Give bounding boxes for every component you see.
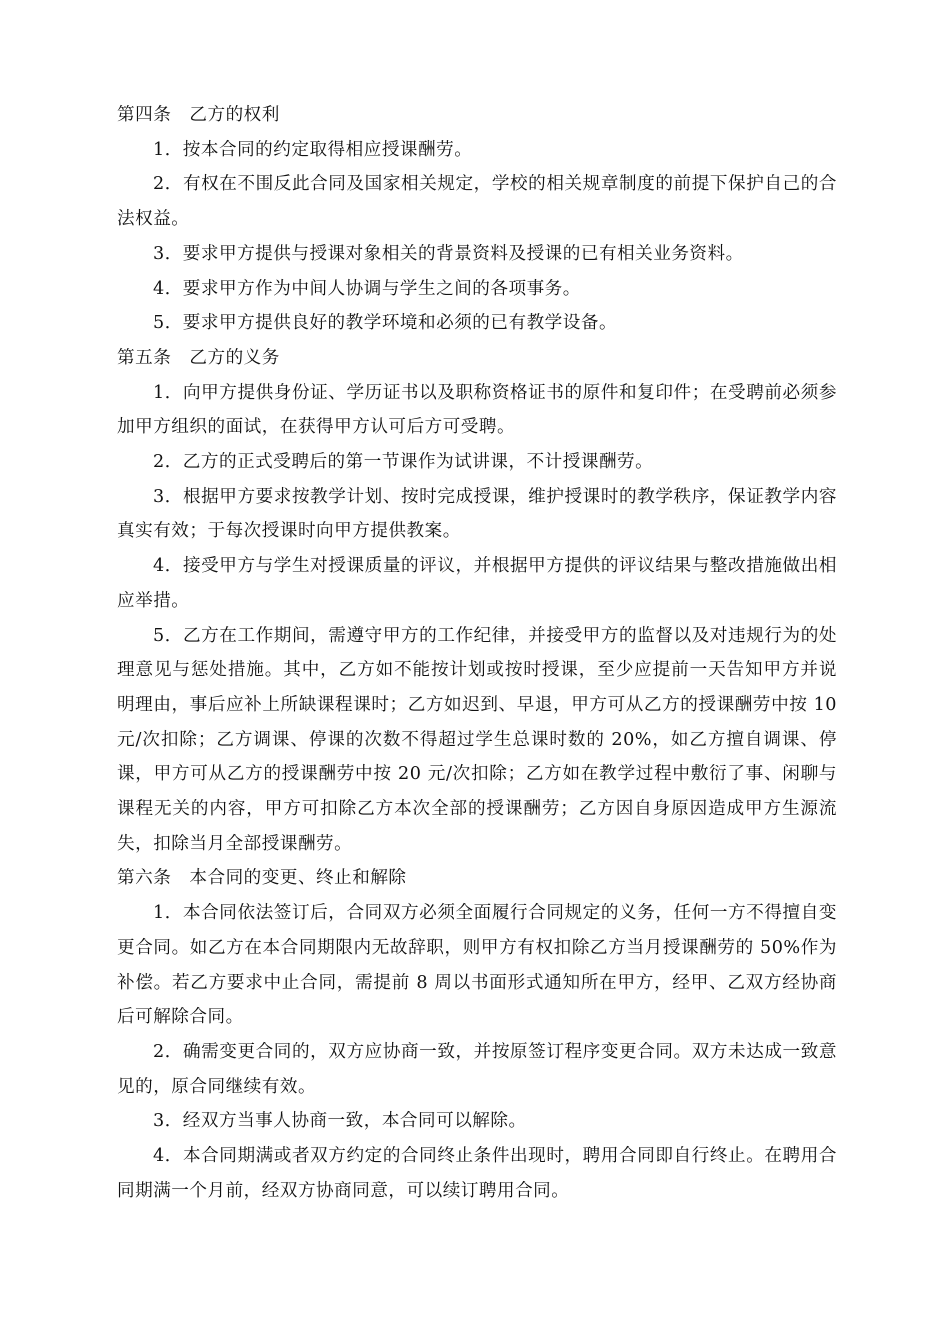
article-5-clause-4: 4．接受甲方与学生对授课质量的评议，并根据甲方提供的评议结果与整改措施做出相应举措。 [117, 556, 837, 611]
article-4-clause-1: 1．按本合同的约定取得相应授课酬劳。 [153, 139, 473, 160]
article-6-clause-4: 4．本合同期满或者双方约定的合同终止条件出现时，聘用合同即自行终止。在聘用合同期满一个月前，经双方协商同意，可以续订聘用合同。 [117, 1146, 837, 1201]
contract-body [117, 98, 837, 1209]
article-4-clause-5: 5．要求甲方提供良好的教学环境和必须的已有教学设备。 [153, 313, 618, 334]
article-5-clause-5: 5．乙方在工作期间，需遵守甲方的工作纪律，并接受甲方的监督以及对违规行为的处理意见与惩处措施。其中，乙方如不能按计划或按时授课，至少应提前一天告知甲方并说明理由，事后应补上所缺课程课时；乙方如迟到、早退，甲方可从乙方的授课酬劳中按 10 元/次扣除；乙方调课、停课的次数不得超过学生总课时数的 20%，如乙方擅自调课、停课，甲方可从乙方的授课酬劳中按 20 元/次扣除；乙方如在教学过程中敷衍了事、闲聊与课程无关的内容，甲方可扣除乙方本次全部的授课酬劳；乙方因自身原因造成甲方生源流失，扣除当月全部授课酬劳。 [117, 625, 837, 854]
article-4 [117, 98, 837, 341]
article-6-clause-3: 3．经双方当事人协商一致，本合同可以解除。 [153, 1111, 527, 1132]
article-4-clause-3: 3．要求甲方提供与授课对象相关的背景资料及授课的已有相关业务资料。 [153, 243, 744, 264]
article-5-clause-3: 3．根据甲方要求按教学计划、按时完成授课，维护授课时的教学秩序，保证教学内容真实有效；于每次授课时向甲方提供教案。 [117, 486, 837, 542]
article-5-clause-1: 1．向甲方提供身份证、学历证书以及职称资格证书的原件和复印件；在受聘前必须参加甲方组织的面试，在获得甲方认可后方可受聘。 [117, 382, 837, 438]
article-6-heading: 第六条 本合同的变更、终止和解除 [117, 868, 407, 889]
article-5-clause-2: 2．乙方的正式受聘后的第一节课作为试讲课，不计授课酬劳。 [153, 452, 654, 473]
article-5 [117, 341, 837, 862]
article-4-clause-2: 2．有权在不围反此合同及国家相关规定，学校的相关规章制度的前提下保护自己的合法权益。 [117, 174, 837, 230]
article-6-clause-1: 1．本合同依法签订后，合同双方必须全面履行合同规定的义务，任何一方不得擅自变更合同。如乙方在本合同期限内无故辞职，则甲方有权扣除乙方当月授课酬劳的 50%作为补偿。若乙方要求中止合同，需提前 8 周以书面形式通知所在甲方，经甲、乙双方经协商后可解除合同。 [117, 903, 837, 1028]
article-4-heading: 第四条 乙方的权利 [117, 105, 280, 125]
article-5-heading: 第五条 乙方的义务 [117, 347, 280, 368]
article-6 [117, 861, 837, 1208]
article-4-clause-4: 4．要求甲方作为中间人协调与学生之间的各项事务。 [153, 278, 581, 299]
article-6-clause-2: 2．确需变更合同的，双方应协商一致，并按原签订程序变更合同。双方未达成一致意见的，原合同继续有效。 [117, 1041, 837, 1097]
